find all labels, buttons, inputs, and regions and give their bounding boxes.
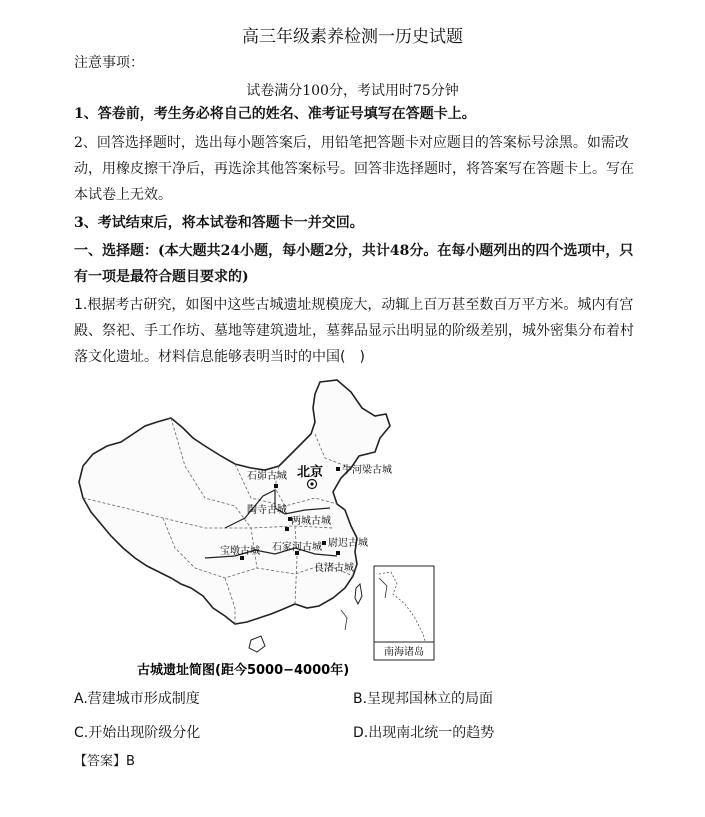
inset-label: 南海诸岛 (384, 647, 424, 658)
site-yuchi (322, 536, 368, 549)
south-sea-inset (374, 566, 434, 660)
svg-text:尉迟古城: 尉迟古城 (328, 538, 368, 549)
option-b[interactable]: B.呈现邦国林立的局面 (353, 691, 494, 707)
east-coast-islands (341, 610, 347, 630)
instruction-1: 1、答卷前，考生务必将自己的姓名、准考证号填写在答题卡上。 (74, 106, 476, 122)
map-caption: 古城遗址简图(距今5000−4000年) (137, 663, 350, 678)
answer-label: 【答案】B (74, 754, 135, 769)
option-c[interactable]: C.开始出现阶级分化 (74, 725, 201, 741)
instruction-2: 2、回答选择题时，选出每小题答案后，用铅笔把答题卡对应题目的答案标号涂黑。如需改动，用橡皮擦干净后，再选涂其他答案标号。回答非选择题时，将答案写在答题卡上。写在本试卷上无效。 (74, 135, 634, 203)
instruction-3: 3、考试结束后，将本试卷和答题卡一并交回。 (74, 215, 364, 231)
svg-text:陶寺古城: 陶寺古城 (247, 505, 287, 516)
hainan-island (249, 636, 265, 652)
notice-heading: 注意事项： (74, 55, 144, 71)
exam-info: 试卷满分100分，考试用时75分钟 (246, 83, 459, 99)
option-d[interactable]: D.出现南北统一的趋势 (353, 725, 495, 741)
ancient-city-map (75, 378, 445, 690)
svg-text:石家河古城: 石家河古城 (272, 542, 322, 553)
exam-title: 高三年级素养检测一历史试题 (242, 27, 463, 47)
china-outline (79, 380, 390, 624)
beijing-label: 北京 (297, 465, 324, 480)
taiwan-island (355, 584, 362, 604)
section-heading: 一、选择题：(本大题共24小题，每小题2分，共计48分。在每小题列出的四个选项中，只有一项是最符合题目要求的) (74, 243, 634, 285)
svg-text:两城古城: 两城古城 (291, 516, 331, 527)
svg-text:石峁古城: 石峁古城 (247, 471, 287, 482)
svg-text:良渚古城: 良渚古城 (314, 563, 354, 574)
svg-text:牛河梁古城: 牛河梁古城 (342, 465, 392, 476)
question-1-stem: 1.根据考古研究，如图中这些古城遗址规模庞大，动辄上百万甚至数百万平方米。城内有宫殿、祭祀、手工作坊、墓地等建筑遗址，墓葬品显示出明显的阶级差别，城外密集分布着村落文化遗址。材料信息能够表明当时的中国( ) (74, 297, 634, 365)
svg-text:宝墩古城: 宝墩古城 (220, 546, 260, 557)
option-a[interactable]: A.营建城市形成制度 (74, 691, 200, 707)
site-niuheliang (336, 463, 392, 476)
site-shijiahe (272, 540, 322, 555)
